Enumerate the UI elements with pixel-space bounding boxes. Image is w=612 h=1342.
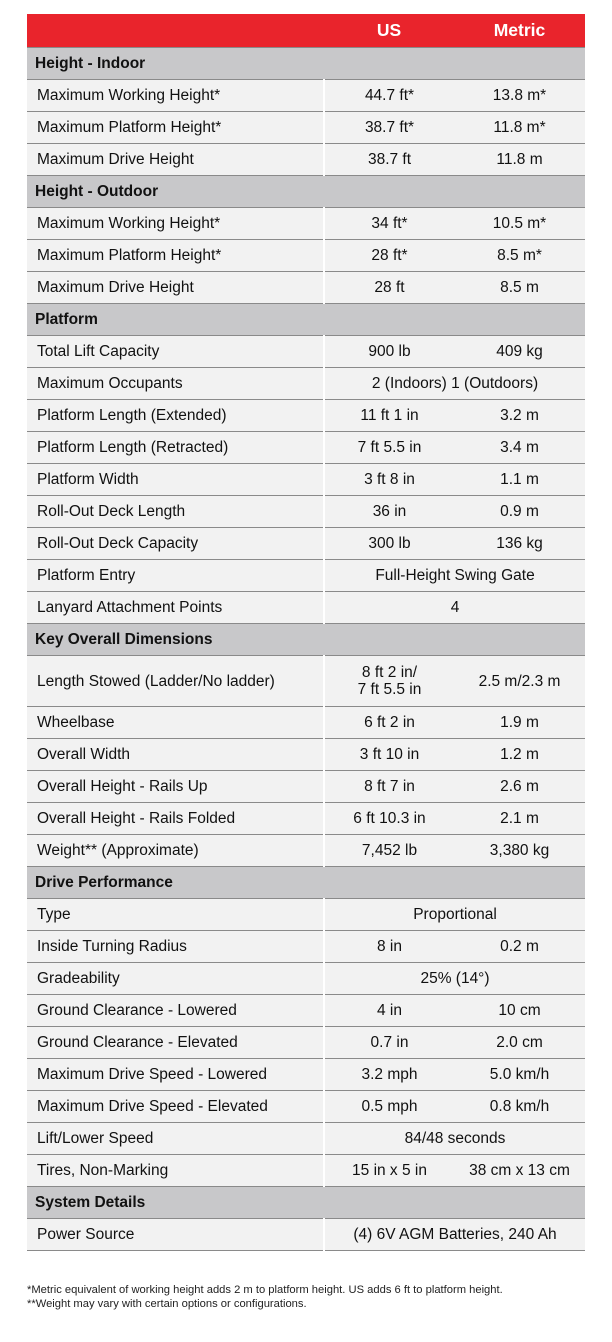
spec-label: Platform Entry	[27, 560, 324, 592]
spec-value-us: 28 ft*	[324, 240, 454, 272]
spec-label: Overall Width	[27, 739, 324, 771]
spec-row	[27, 931, 585, 963]
spec-row	[27, 112, 585, 144]
spec-table	[27, 14, 585, 1251]
spec-row	[27, 771, 585, 803]
spec-row	[27, 1219, 585, 1251]
spec-row	[27, 835, 585, 867]
spec-row	[27, 995, 585, 1027]
spec-value-metric: 1.1 m	[454, 464, 585, 496]
spec-row	[27, 1091, 585, 1123]
spec-value-combined: 25% (14°)	[324, 963, 585, 995]
spec-row	[27, 496, 585, 528]
spec-label: Ground Clearance - Elevated	[27, 1027, 324, 1059]
spec-value-us: 7,452 lb	[324, 835, 454, 867]
section-header-row	[27, 48, 585, 80]
spec-label: Maximum Occupants	[27, 368, 324, 400]
spec-value-us: 7 ft 5.5 in	[324, 432, 454, 464]
spec-label: Tires, Non-Marking	[27, 1155, 324, 1187]
spec-label: Maximum Drive Height	[27, 144, 324, 176]
spec-row	[27, 464, 585, 496]
spec-label: Maximum Drive Speed - Lowered	[27, 1059, 324, 1091]
section-header-row	[27, 867, 585, 899]
spec-sheet	[27, 14, 585, 1251]
section-header-row	[27, 1187, 585, 1219]
spec-row	[27, 899, 585, 931]
spec-row	[27, 1123, 585, 1155]
spec-value-metric: 0.9 m	[454, 496, 585, 528]
spec-value-us-line-2: 7 ft 5.5 in	[357, 681, 422, 698]
spec-label: Power Source	[27, 1219, 324, 1251]
spec-row	[27, 1059, 585, 1091]
spec-value-us: 11 ft 1 in	[324, 400, 454, 432]
spec-label: Lift/Lower Speed	[27, 1123, 324, 1155]
spec-label: Platform Length (Extended)	[27, 400, 324, 432]
spec-row	[27, 80, 585, 112]
spec-row	[27, 336, 585, 368]
spec-row	[27, 208, 585, 240]
spec-value-metric: 1.2 m	[454, 739, 585, 771]
spec-label: Roll-Out Deck Capacity	[27, 528, 324, 560]
section-header-row	[27, 176, 585, 208]
spec-row	[27, 272, 585, 304]
spec-label: Maximum Drive Height	[27, 272, 324, 304]
spec-row	[27, 739, 585, 771]
spec-label: Roll-Out Deck Length	[27, 496, 324, 528]
spec-value-metric: 3,380 kg	[454, 835, 585, 867]
spec-value-us: 8 in	[324, 931, 454, 963]
spec-label: Maximum Drive Speed - Elevated	[27, 1091, 324, 1123]
section-header-row	[27, 304, 585, 336]
spec-value-us: 6 ft 2 in	[324, 707, 454, 739]
spec-label: Gradeability	[27, 963, 324, 995]
spec-value-us: 44.7 ft*	[324, 80, 454, 112]
spec-value-metric: 5.0 km/h	[454, 1059, 585, 1091]
spec-row	[27, 963, 585, 995]
spec-label: Platform Length (Retracted)	[27, 432, 324, 464]
spec-row	[27, 144, 585, 176]
spec-label: Weight** (Approximate)	[27, 835, 324, 867]
footnotes	[27, 1283, 587, 1311]
spec-value-combined: Proportional	[324, 899, 585, 931]
table-header-row	[27, 14, 585, 48]
spec-value-us-line-1: 8 ft 2 in/	[361, 664, 418, 681]
spec-value-metric: 2.1 m	[454, 803, 585, 835]
spec-label: Maximum Working Height*	[27, 208, 324, 240]
spec-label: Maximum Platform Height*	[27, 240, 324, 272]
spec-row	[27, 432, 585, 464]
footnote-metric-equivalent: *Metric equivalent of working height adds 2 m to platform height. US adds 6 ft to platform height.	[27, 1284, 503, 1296]
section-title: Drive Performance	[27, 867, 585, 899]
spec-value-metric: 0.2 m	[454, 931, 585, 963]
spec-value-us: 3.2 mph	[324, 1059, 454, 1091]
spec-label: Overall Height - Rails Up	[27, 771, 324, 803]
spec-value-metric: 8.5 m*	[454, 240, 585, 272]
spec-value-metric: 1.9 m	[454, 707, 585, 739]
header-metric: Metric	[454, 14, 585, 48]
spec-value-metric: 2.5 m/2.3 m	[454, 656, 585, 707]
spec-value-combined: 84/48 seconds	[324, 1123, 585, 1155]
spec-value-metric: 409 kg	[454, 336, 585, 368]
spec-value-us: 28 ft	[324, 272, 454, 304]
spec-value-us: 0.7 in	[324, 1027, 454, 1059]
spec-value-us: 36 in	[324, 496, 454, 528]
section-title: Platform	[27, 304, 585, 336]
spec-value-combined: 2 (Indoors) 1 (Outdoors)	[324, 368, 585, 400]
spec-value-us: 38.7 ft*	[324, 112, 454, 144]
spec-value-metric: 0.8 km/h	[454, 1091, 585, 1123]
spec-value-metric: 8.5 m	[454, 272, 585, 304]
spec-label: Maximum Platform Height*	[27, 112, 324, 144]
header-blank-cell	[27, 14, 324, 48]
spec-value-us: 3 ft 8 in	[324, 464, 454, 496]
spec-value-metric: 11.8 m*	[454, 112, 585, 144]
spec-label: Overall Height - Rails Folded	[27, 803, 324, 835]
spec-label: Type	[27, 899, 324, 931]
spec-value-combined: (4) 6V AGM Batteries, 240 Ah	[324, 1219, 585, 1251]
spec-value-us: 38.7 ft	[324, 144, 454, 176]
spec-value-us: 4 in	[324, 995, 454, 1027]
footnote-weight: **Weight may vary with certain options or configurations.	[27, 1298, 307, 1310]
spec-label: Lanyard Attachment Points	[27, 592, 324, 624]
spec-value-us: 300 lb	[324, 528, 454, 560]
spec-label: Inside Turning Radius	[27, 931, 324, 963]
spec-label: Ground Clearance - Lowered	[27, 995, 324, 1027]
spec-value-metric: 3.2 m	[454, 400, 585, 432]
spec-label: Total Lift Capacity	[27, 336, 324, 368]
spec-value-metric: 10 cm	[454, 995, 585, 1027]
section-header-row	[27, 624, 585, 656]
spec-label: Maximum Working Height*	[27, 80, 324, 112]
spec-row	[27, 240, 585, 272]
spec-value-us: 900 lb	[324, 336, 454, 368]
section-title: Key Overall Dimensions	[27, 624, 585, 656]
spec-value-metric: 3.4 m	[454, 432, 585, 464]
section-title: Height - Outdoor	[27, 176, 585, 208]
spec-value-combined: 4	[324, 592, 585, 624]
spec-value-metric: 13.8 m*	[454, 80, 585, 112]
spec-value-combined: Full-Height Swing Gate	[324, 560, 585, 592]
spec-value-metric: 11.8 m	[454, 144, 585, 176]
spec-row	[27, 1155, 585, 1187]
header-us: US	[324, 14, 454, 48]
spec-value-us: 3 ft 10 in	[324, 739, 454, 771]
spec-value-metric: 2.6 m	[454, 771, 585, 803]
spec-row	[27, 707, 585, 739]
spec-value-us: 8 ft 7 in	[324, 771, 454, 803]
spec-row	[27, 528, 585, 560]
section-title: Height - Indoor	[27, 48, 585, 80]
spec-value-us: 15 in x 5 in	[324, 1155, 454, 1187]
spec-table-body	[27, 14, 585, 1251]
spec-row	[27, 803, 585, 835]
spec-value-metric: 2.0 cm	[454, 1027, 585, 1059]
spec-row	[27, 1027, 585, 1059]
spec-label: Platform Width	[27, 464, 324, 496]
spec-row	[27, 592, 585, 624]
spec-row	[27, 400, 585, 432]
spec-value-metric: 38 cm x 13 cm	[454, 1155, 585, 1187]
spec-value-metric: 10.5 m*	[454, 208, 585, 240]
spec-value-us: 34 ft*	[324, 208, 454, 240]
spec-label: Length Stowed (Ladder/No ladder)	[27, 656, 324, 707]
section-title: System Details	[27, 1187, 585, 1219]
spec-row	[27, 656, 585, 707]
spec-label: Wheelbase	[27, 707, 324, 739]
spec-value-us	[324, 656, 454, 707]
spec-value-us: 0.5 mph	[324, 1091, 454, 1123]
spec-row	[27, 368, 585, 400]
spec-value-us: 6 ft 10.3 in	[324, 803, 454, 835]
spec-row	[27, 560, 585, 592]
spec-value-metric: 136 kg	[454, 528, 585, 560]
